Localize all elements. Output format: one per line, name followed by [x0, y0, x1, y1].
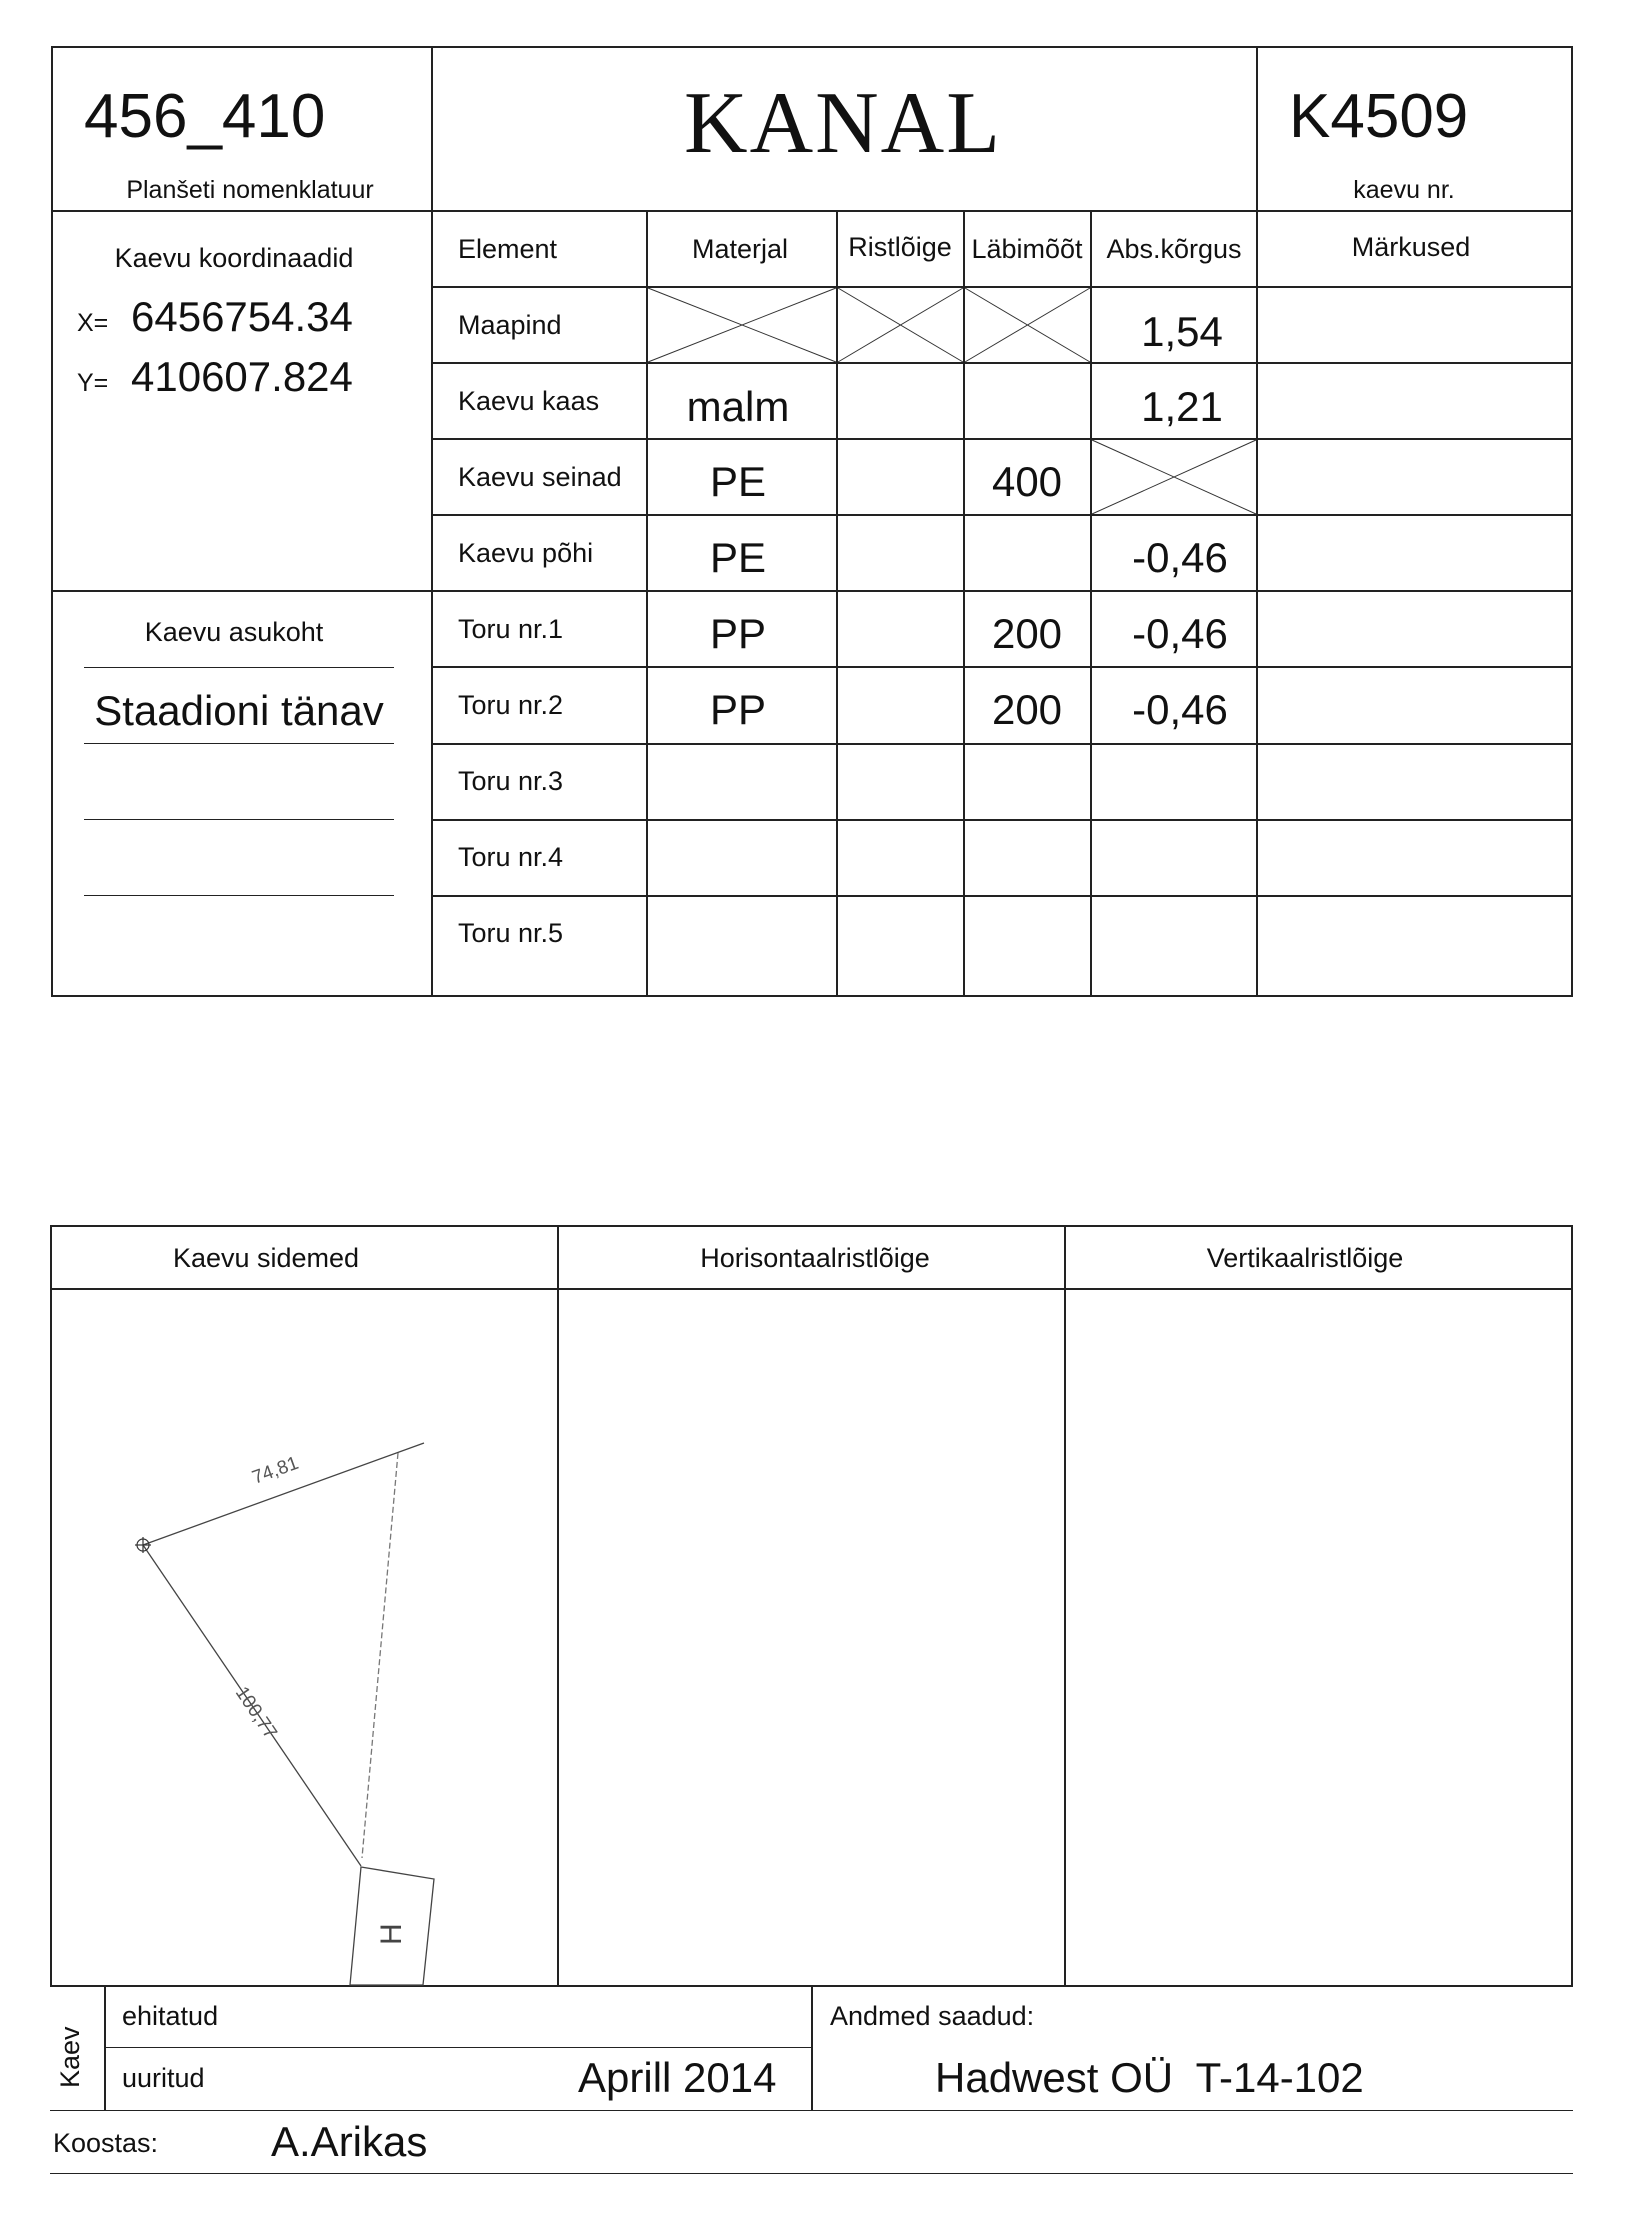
header-cross-section: Ristlõige: [848, 232, 952, 262]
well-number-label: kaevu nr.: [1353, 176, 1455, 204]
row-diameter: 200: [991, 610, 1063, 657]
y-label: Y=: [77, 369, 109, 397]
row-material: malm: [686, 383, 790, 430]
built-label: ehitatud: [122, 2001, 219, 2031]
row-element: Kaevu põhi: [458, 538, 594, 568]
row-material: PE: [709, 458, 767, 505]
row-abs-height: -0,46: [1132, 686, 1228, 733]
row-element: Kaevu kaas: [458, 386, 600, 416]
coordinates-label: Kaevu koordinaadid: [114, 243, 354, 273]
x-label: X=: [77, 309, 109, 337]
row-diameter: 400: [991, 458, 1063, 505]
row-abs-height: 1,21: [1141, 383, 1223, 430]
row-element: Toru nr.2: [458, 690, 564, 720]
row-material: PE: [709, 534, 767, 581]
source-value: Hadwest OÜ T-14-102: [935, 2054, 1364, 2101]
row-element: Kaevu seinad: [458, 462, 622, 492]
header-vertical-section: Vertikaalristlõige: [1206, 1243, 1404, 1273]
x-coordinate: 6456754.34: [131, 293, 353, 340]
header-material: Materjal: [691, 234, 789, 264]
author-label: Koostas:: [53, 2128, 159, 2158]
well-symbol: [135, 1537, 151, 1553]
row-element: Toru nr.5: [458, 918, 564, 948]
building-mark: H: [375, 1923, 408, 1945]
sheet-label: Planšeti nomenklatuur: [126, 176, 374, 204]
row-element: Maapind: [458, 310, 562, 340]
header-horizontal-section: Horisontaalristlõige: [700, 1243, 930, 1273]
row-element: Toru nr.1: [458, 614, 564, 644]
header-diameter: Läbimõõt: [971, 234, 1083, 264]
network-type-title: KANAL: [684, 75, 1002, 172]
sheet-number: 456_410: [84, 82, 326, 151]
dimension-label-2: 100,77: [230, 1683, 281, 1743]
surveyed-value: Aprill 2014: [578, 2054, 777, 2101]
header-well-links: Kaevu sidemed: [172, 1243, 360, 1273]
well-number: K4509: [1289, 82, 1469, 151]
surveyed-label: uuritud: [122, 2063, 205, 2093]
row-material: PP: [709, 610, 767, 657]
location-street: Staadioni tänav: [94, 687, 384, 734]
source-label: Andmed saadud:: [830, 2001, 1035, 2031]
row-element: Toru nr.4: [458, 842, 564, 872]
author-value: A.Arikas: [271, 2118, 428, 2165]
row-abs-height: -0,46: [1132, 534, 1228, 581]
header-abs-height: Abs.kõrgus: [1106, 234, 1242, 264]
header-element: Element: [458, 234, 558, 264]
row-element: Toru nr.3: [458, 766, 564, 796]
location-label: Kaevu asukoht: [144, 617, 324, 647]
header-notes: Märkused: [1351, 232, 1471, 262]
row-diameter: 200: [991, 686, 1063, 733]
fence-line: [362, 1453, 398, 1858]
row-abs-height: -0,46: [1132, 610, 1228, 657]
dimension-label-1: 74,81: [249, 1452, 302, 1489]
row-abs-height: 1,54: [1141, 308, 1223, 355]
y-coordinate: 410607.824: [131, 353, 353, 400]
side-label: Kaev: [55, 2026, 85, 2088]
row-material: PP: [709, 686, 767, 733]
